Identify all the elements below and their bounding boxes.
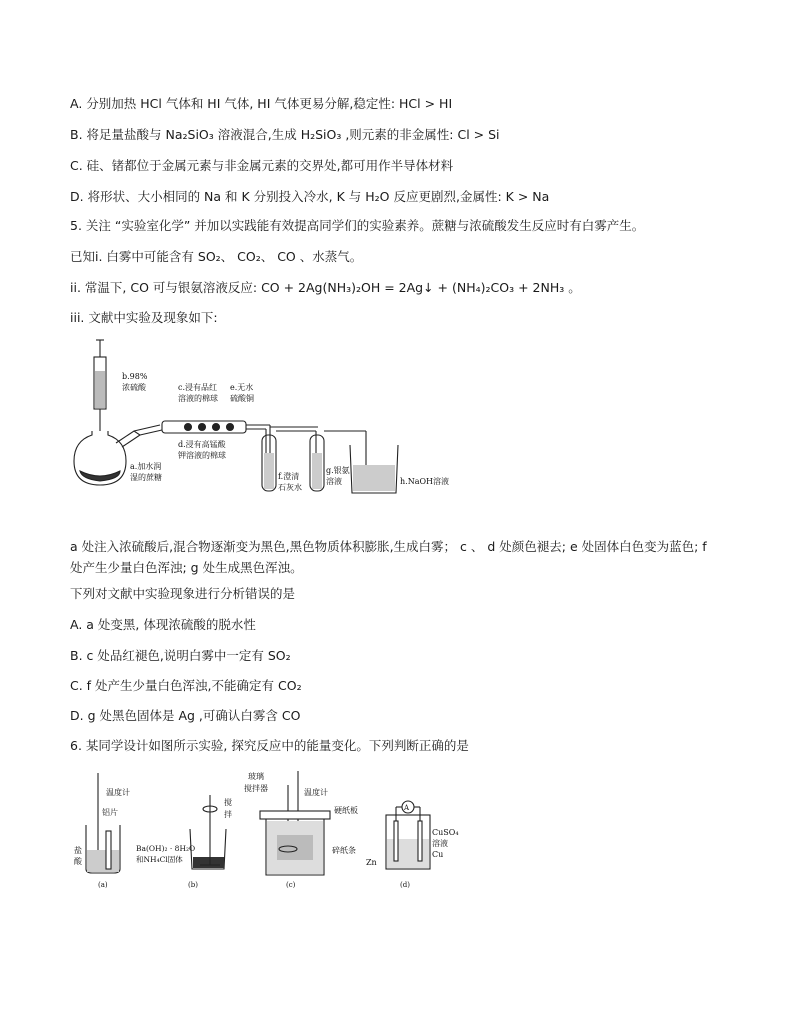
label-b2: 浓硫酸 <box>122 383 146 392</box>
label-e2: 硫酸铜 <box>230 394 254 403</box>
label-al: 铝片 <box>102 808 118 817</box>
label-zn: Zn <box>366 858 377 867</box>
label-stir1: 搅 <box>224 798 232 807</box>
label-glass2: 搅拌器 <box>244 784 268 793</box>
label-c1: c.浸有品红 <box>178 383 218 392</box>
label-ammeter: A <box>404 804 410 812</box>
label-stir2: 拌 <box>224 810 232 819</box>
option-d-line: D. 将形状、大小相同的 Na 和 K 分别投入冷水, K 与 H₂O 反应更剧烈,金属性: K > Na <box>70 189 550 204</box>
label-d1: d.浸有高锰酸 <box>178 440 226 449</box>
q5-known-i: 已知i. 白雾中可能含有 SO₂、 CO₂、 CO 、水蒸气。 <box>70 249 363 264</box>
label-d2: 钾溶液的棉球 <box>178 451 226 460</box>
label-a1: a.加水润 <box>130 462 162 471</box>
label-acid2: 酸 <box>74 857 82 866</box>
label-nh4cl: 和NH₄Cl固体 <box>136 855 183 864</box>
q5-option-b: B. c 处品红褪色,说明白雾中一定有 SO₂ <box>70 648 291 663</box>
caption-c: (c) <box>286 881 296 889</box>
q5-option-d: D. g 处黑色固体是 Ag ,可确认白雾含 CO <box>70 708 301 723</box>
label-cuso4: CuSO₄ <box>432 828 459 837</box>
caption-d: (d) <box>400 881 410 889</box>
q5-observation: a 处注入浓硫酸后,混合物逐渐变为黑色,黑色物质体积膨胀,生成白雾； c 、 d 处颜色褪去; e 处固体白色变为蓝色; f 处产生少量白色浑浊; g 处生成黑色浑浊。 <box>70 539 707 575</box>
caption-b: (b) <box>188 881 198 889</box>
option-b-line: B. 将足量盐酸与 Na₂SiO₃ 溶液混合,生成 H₂SiO₃ ,则元素的非金属性: Cl > Si <box>70 127 500 142</box>
q5-option-c: C. f 处产生少量白色浑浊,不能确定有 CO₂ <box>70 678 302 693</box>
label-sol: 溶液 <box>432 839 448 848</box>
label-c2: 溶液的棉球 <box>178 394 218 403</box>
label-cu: Cu <box>432 850 444 859</box>
option-a-line: A. 分别加热 HCl 气体和 HI 气体, HI 气体更易分解,稳定性: HCl > HI <box>70 96 453 111</box>
q5-apparatus-figure <box>70 335 470 500</box>
label-scraps: 碎纸条 <box>332 846 356 855</box>
label-thermometer-a: 温度计 <box>106 788 130 797</box>
label-f2: 石灰水 <box>278 483 302 492</box>
q5-known-ii: ii. 常温下, CO 可与银氨溶液反应: CO + 2Ag(NH₃)₂OH = 2Ag↓ + (NH₄)₂CO₃ + 2NH₃ 。 <box>70 280 581 295</box>
option-c-line: C. 硅、锗都位于金属元素与非金属元素的交界处,都可用作半导体材料 <box>70 158 454 173</box>
label-b: b.98% <box>122 372 148 381</box>
q5-stem: 5. 关注 “实验室化学” 并加以实践能有效提高同学们的实验素养。蔗糖与浓硫酸发生反应时有白雾产生。 <box>70 218 645 233</box>
label-board: 硬纸板 <box>334 806 358 815</box>
q5-option-a: A. a 处变黑, 体现浓硫酸的脱水性 <box>70 617 256 632</box>
caption-a: (a) <box>98 881 108 889</box>
label-glass1: 玻璃 <box>248 772 264 781</box>
label-baoh: Ba(OH)₂ · 8H₂O <box>136 844 196 853</box>
label-f1: f.澄清 <box>278 472 300 481</box>
label-thermometer-c: 温度计 <box>304 788 328 797</box>
q6-stem: 6. 某同学设计如图所示实验, 探究反应中的能量变化。下列判断正确的是 <box>70 738 469 753</box>
label-g1: g.银氨 <box>326 466 350 475</box>
label-acid1: 盐 <box>74 846 82 855</box>
q5-question: 下列对文献中实验现象进行分析错误的是 <box>70 586 296 601</box>
label-g2: 溶液 <box>326 477 342 486</box>
label-a2: 湿的蔗糖 <box>130 473 162 482</box>
q6-apparatus-figure <box>70 765 470 895</box>
q5-known-iii: iii. 文献中实验及现象如下: <box>70 310 218 325</box>
label-h: h.NaOH溶液 <box>400 477 449 486</box>
label-e1: e.无水 <box>230 383 254 392</box>
